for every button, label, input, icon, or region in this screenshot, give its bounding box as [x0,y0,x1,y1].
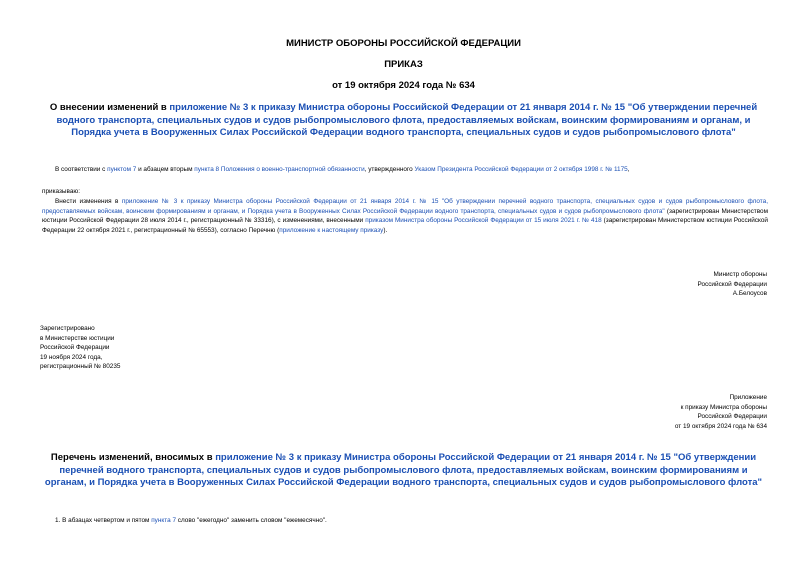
order-title [40,102,767,140]
order-body-link-order-418[interactable]: приказом Министра обороны Российской Федерации от 15 июля 2021 г. № 418 [365,217,602,225]
preamble-text-3: , утвержденного [364,166,415,173]
order-title-prefix: О внесении изменений в [49,102,170,113]
registration-block [40,324,120,372]
minister-heading: МИНИСТР ОБОРОНЫ РОССИЙСКОЙ ФЕДЕРАЦИИ [286,38,521,49]
appendix-line-1: Приложение [729,394,767,401]
list-title-prefix: Перечень изменений, вносимых в [50,452,216,463]
change-item-1-link[interactable]: пункта 7 [151,517,176,524]
registration-line-3: Российской Федерации [40,344,110,352]
change-item-1 [55,516,765,526]
order-body-text-3: (зарегистрирован Министерством юстиции Российской Федерации 22 октября 2021 г., регистрационный № 65553), согласно Перечню ( [42,217,768,234]
preamble [55,165,765,175]
registration-line-1: Зарегистрировано [40,325,95,332]
preamble-text-2: и абзацем вторым [136,166,195,173]
preamble-link-decree[interactable]: Указом Президента Российской Федерации от 2 октября 1998 г. № 1175 [414,166,628,173]
change-item-1-text-2: слово "ежегодно" заменить словом "ежемесячно". [176,517,327,524]
order-body-text-1: Внести изменения в [55,198,122,205]
signature-block [560,270,767,299]
registration-line-2: в Министерстве юстиции [40,334,115,342]
order-word: приказываю: [42,188,80,195]
doc-date-heading: от 19 октября 2024 года № 634 [332,80,475,91]
list-title [40,452,767,490]
signature-line-1: Министр обороны [713,271,767,278]
change-item-1-text-1: 1. В абзацах четвертом и пятом [55,517,152,524]
appendix-line-2: к приказу Министра обороны [680,403,767,411]
signature-line-3: А.Белоусов [732,290,767,298]
order-body-text-2: (зарегистрирован Министерством юстиции Российской Федерации 28 июля 2014 г., регистрационный № 33316), с изменениями, внесенными [42,207,768,225]
order-body-text-4: ). [383,226,388,234]
appendix-line-3: Российской Федерации [697,413,767,421]
preamble-text-1: В соответствии с [55,166,108,173]
order-body-link-appendix3[interactable]: приложение № 3 к приказу Министра обороны Российской Федерации от 21 января 2014 г. № 15 "Об утверждении перечней водного транспорта, специальных судов и судов рыбопромыслового флота, предоставляемых войскам, воинским формированиям и органам, и Порядка учета в Вооруженных Силах Российской Федерации водного транспорта, специальных судов и судов рыбопромыслового флота" [42,198,768,215]
list-title-link[interactable]: приложение № 3 к приказу Министра обороны Российской Федерации от 21 января 2014 г. № 15 "Об утверждении перечней водного транспорта, специальных судов и судов рыбопромыслового флота, предоставляемых войскам, воинским формированиям и органам, и Порядка учета в Вооруженных Силах Российской Федерации водного транспорта, специальных судов и судов рыбопромыслового флота" [44,452,763,488]
preamble-link-point-8[interactable]: пункта 8 Положения о военно-транспортной обязанности [194,166,365,173]
registration-line-5: регистрационный № 80235 [40,363,121,371]
registration-line-4: 19 ноября 2024 года, [40,353,103,361]
doc-type-heading: ПРИКАЗ [384,59,423,70]
appendix-line-4: от 19 октября 2024 года № 634 [674,422,767,430]
order-body [42,197,768,235]
signature-line-2: Российской Федерации [697,280,767,288]
preamble-link-point-7[interactable]: пунктом 7 [107,166,137,173]
order-title-link[interactable]: приложение № 3 к приказу Министра обороны Российской Федерации от 21 января 2014 г. № 15 "Об утверждении перечней водного транспорта, специальных судов и судов рыбопромыслового флота, предоставляемых войскам, воинским формированиям и органам, и Порядка учета в Вооруженных Силах Российской Федерации водного транспорта, специальных судов и судов рыбопромыслового флота" [56,102,758,138]
order-body-link-attachment[interactable]: приложение к настоящему приказу [279,226,384,234]
appendix-block [560,393,767,431]
preamble-text-4: , [627,166,630,173]
